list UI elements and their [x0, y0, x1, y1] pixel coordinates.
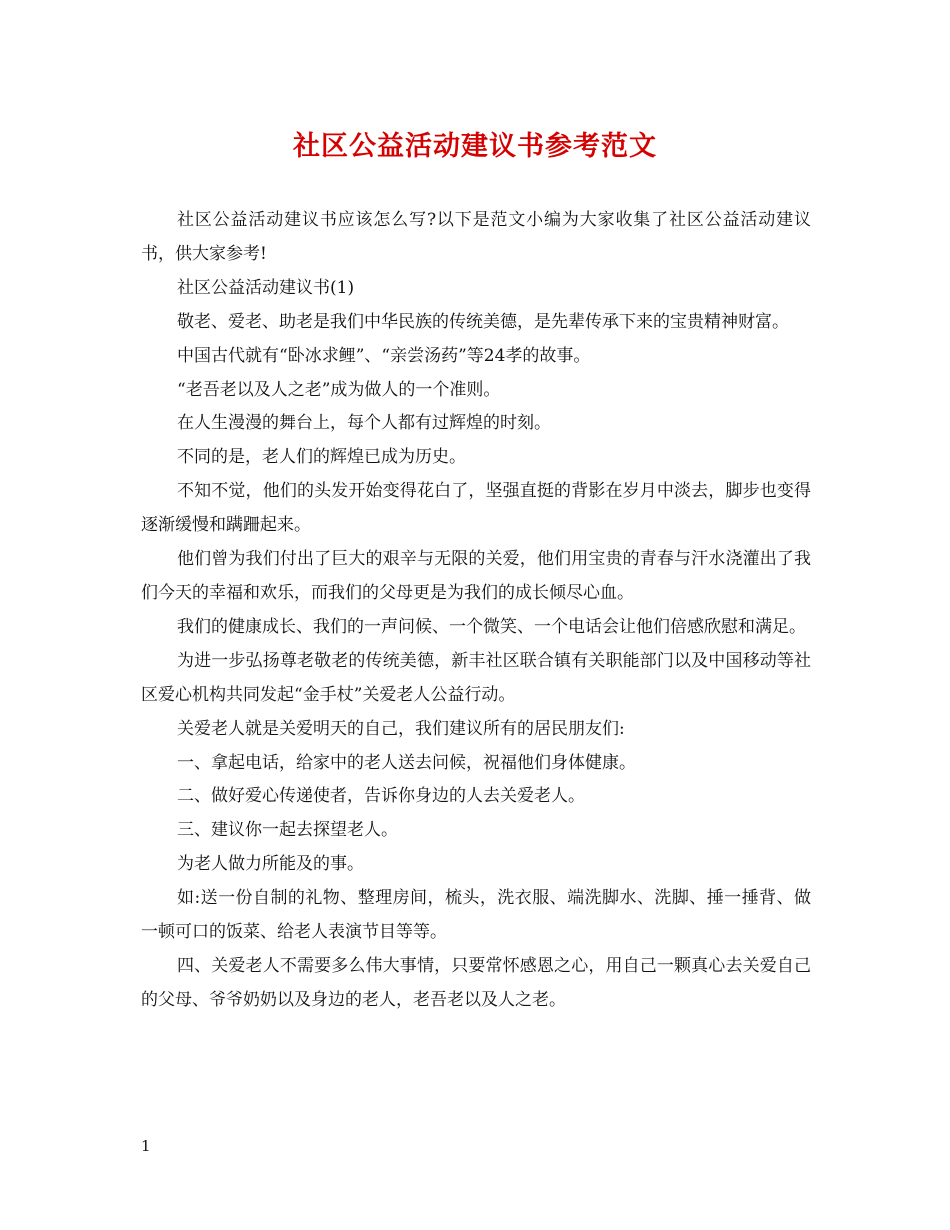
paragraph: 中国古代就有“卧冰求鲤”、“亲尝汤药”等24孝的故事。 [177, 345, 591, 366]
paragraph: 不知不觉，他们的头发开始变得花白了，坚强直挺的背影在岁月中淡去，脚步也变得逐渐缓慢和蹒跚起来。 [141, 481, 811, 536]
paragraph: 敬老、爱老、助老是我们中华民族的传统美德，是先辈传承下来的宝贵精神财富。 [177, 311, 789, 332]
paragraph: 社区公益活动建议书应该怎么写?以下是范文小编为大家收集了社区公益活动建议书，供大家参考! [141, 210, 811, 264]
paragraph: 不同的是，老人们的辉煌已成为历史。 [177, 447, 466, 468]
paragraph: 社区公益活动建议书(1) [177, 277, 355, 298]
paragraph: 为老人做力所能及的事。 [177, 854, 364, 875]
paragraph: 如:送一份自制的礼物、整理房间，梳头，洗衣服、端洗脚水、洗脚、捶一捶背、做一顿可口的饭菜、给老人表演节目等等。 [141, 888, 811, 943]
paragraph: 三、建议你一起去探望老人。 [177, 820, 398, 841]
document-body [141, 204, 811, 1018]
document-title: 社区公益活动建议书参考范文 [293, 131, 657, 162]
paragraph: 为进一步弘扬尊老敬老的传统美德，新丰社区联合镇有关职能部门以及中国移动等社区爱心机构共同发起“金手杖”关爱老人公益行动。 [141, 650, 811, 705]
page-number: 1 [141, 1137, 151, 1155]
paragraph: 在人生漫漫的舞台上，每个人都有过辉煌的时刻。 [177, 413, 551, 434]
paragraph: 关爱老人就是关爱明天的自己，我们建议所有的居民朋友们: [177, 718, 625, 739]
paragraph: 二、做好爱心传递使者，告诉你身边的人去关爱老人。 [177, 786, 585, 807]
paragraph: 四、关爱老人不需要多么伟大事情，只要常怀感恩之心，用自己一颗真心去关爱自己的父母、爷爷奶奶以及身边的老人，老吾老以及人之老。 [141, 955, 811, 1010]
paragraph: 我们的健康成长、我们的一声问候、一个微笑、一个电话会让他们倍感欣慰和满足。 [177, 616, 806, 637]
paragraph: 一、拿起电话，给家中的老人送去问候，祝福他们身体健康。 [177, 752, 636, 773]
paragraph: 他们曾为我们付出了巨大的艰辛与无限的关爱，他们用宝贵的青春与汗水浇灌出了我们今天的幸福和欢乐，而我们的父母更是为我们的成长倾尽心血。 [141, 549, 811, 603]
paragraph: “老吾老以及人之老”成为做人的一个准则。 [177, 379, 501, 400]
